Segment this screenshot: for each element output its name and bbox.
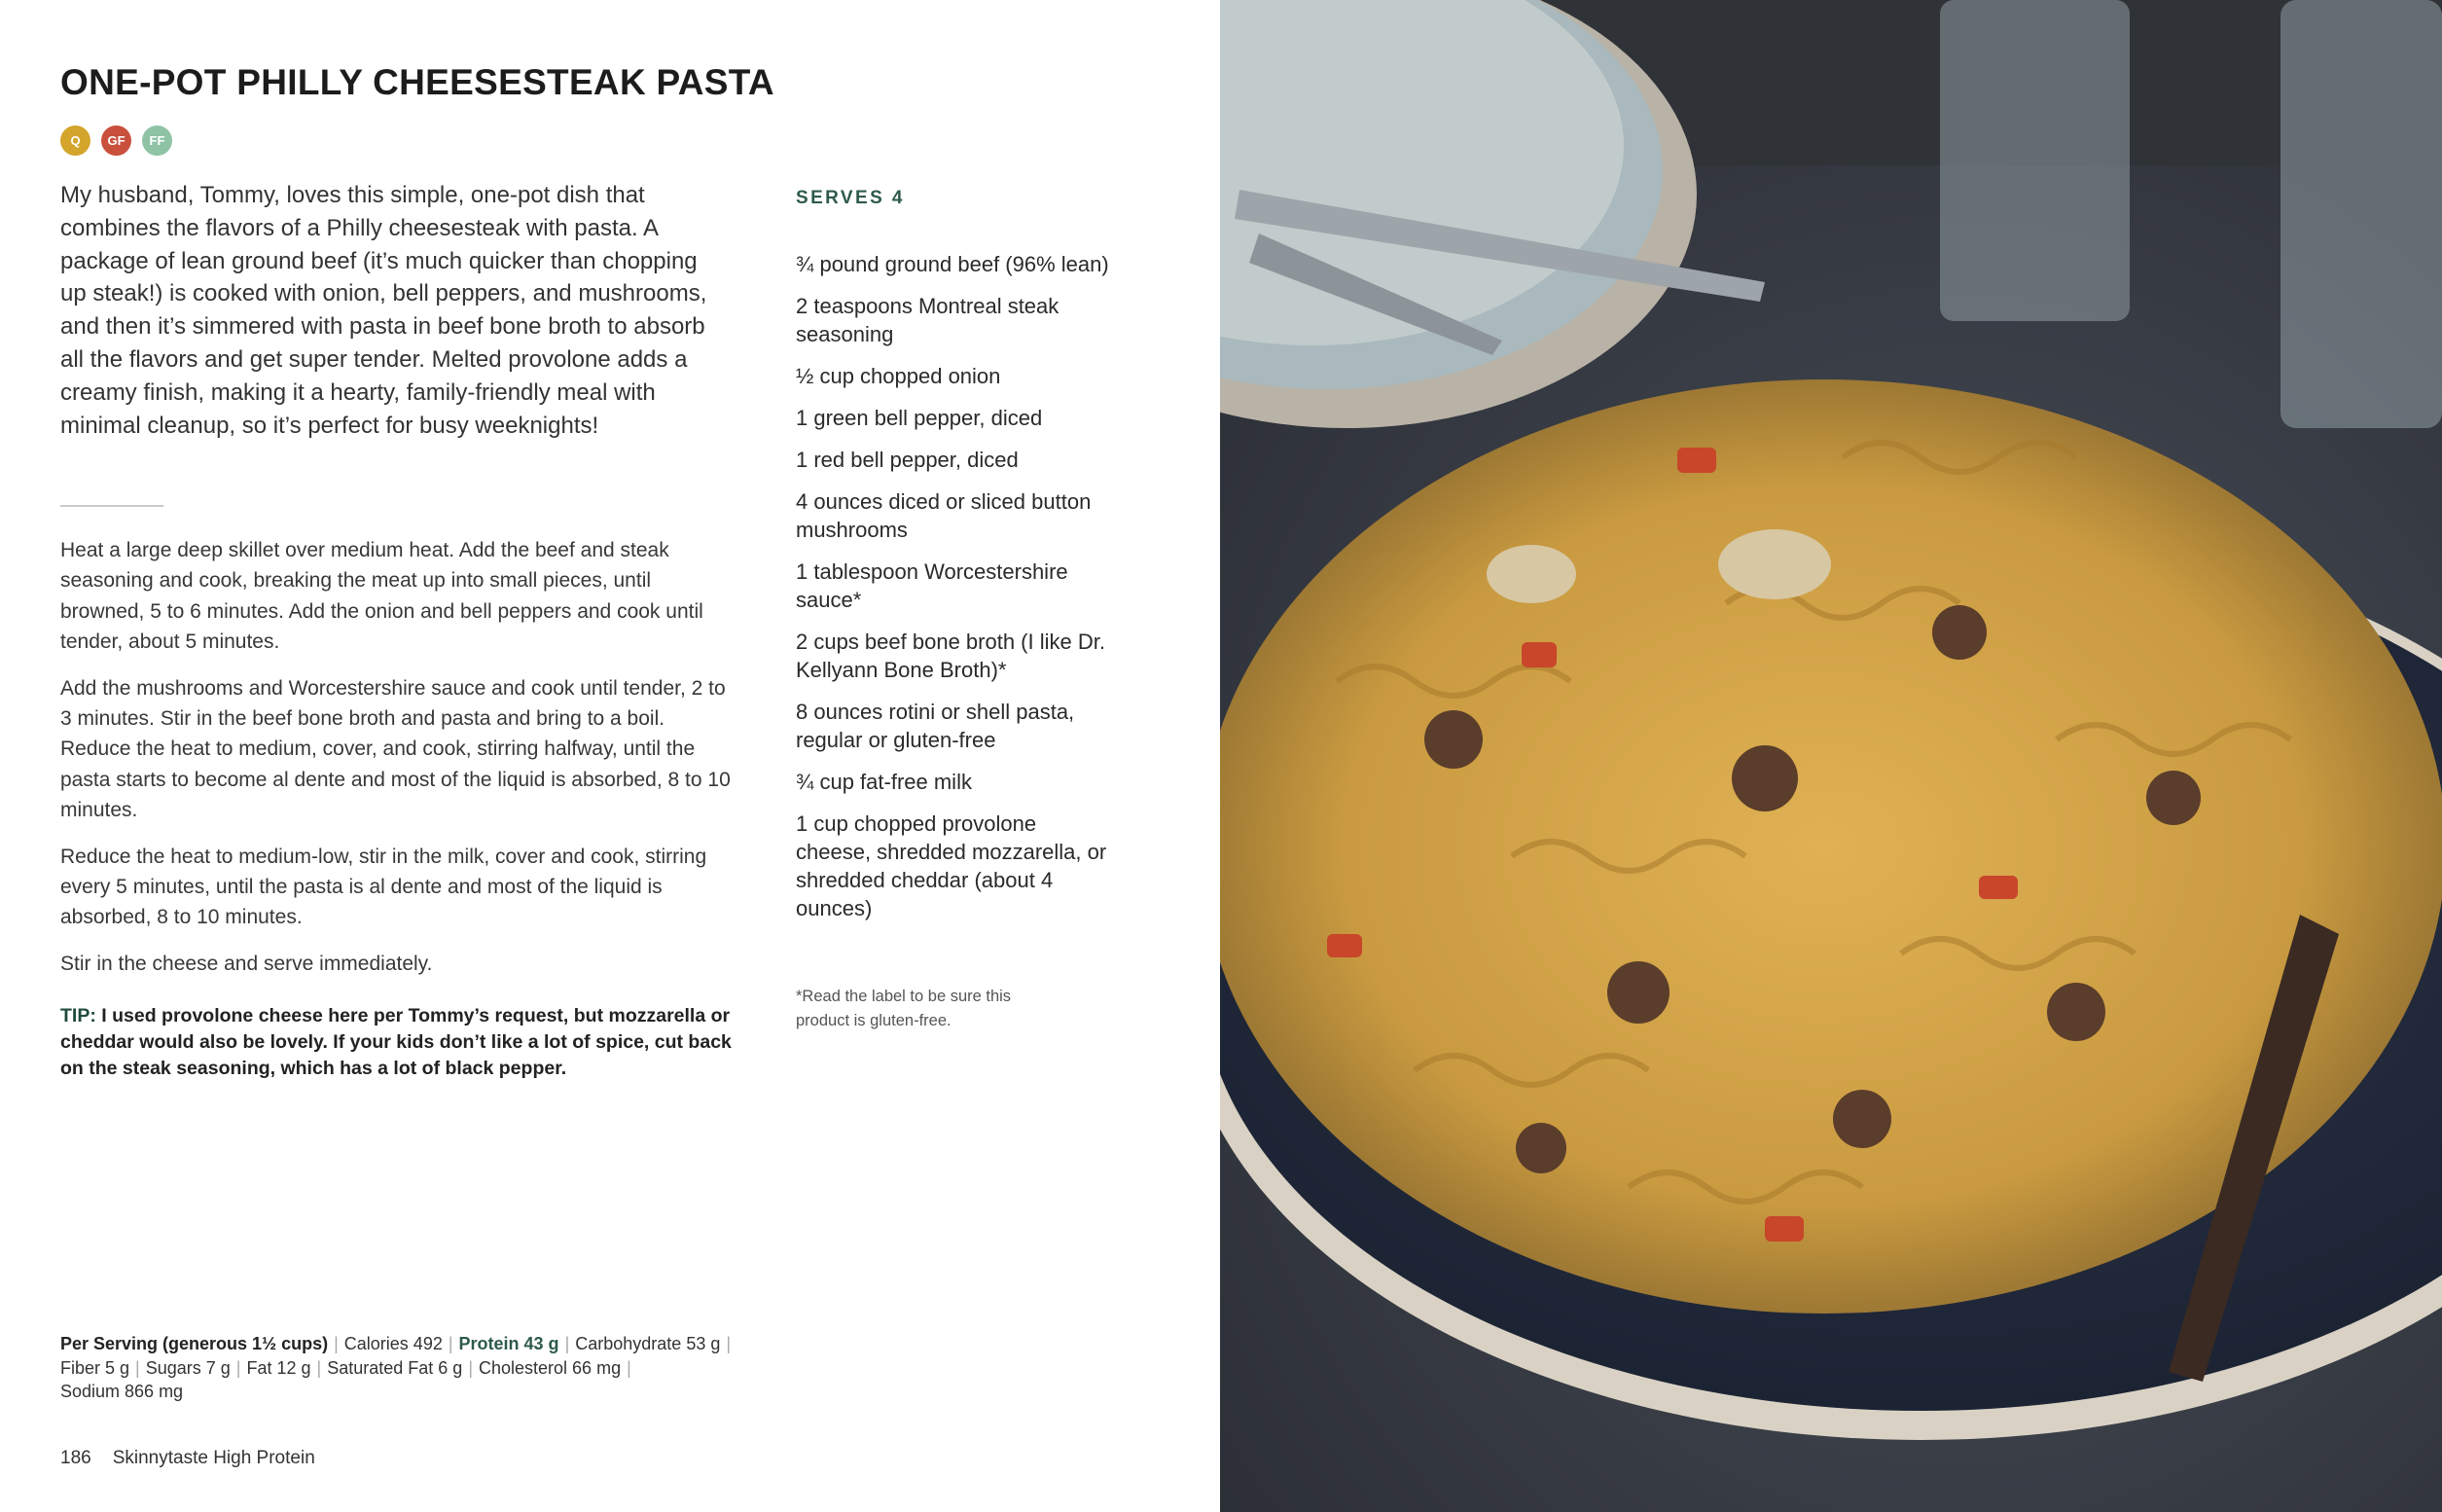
ingredient-item: 1 tablespoon Worcestershire sauce* [796,559,1068,612]
ingredient-item: 2 cups beef bone broth (I like Dr. Kellyann Bone Broth)* [796,630,1105,682]
nutrition-saturated-fat: Saturated Fat 6 g [327,1357,463,1378]
nutrition-sugars: Sugars 7 g [145,1357,231,1378]
ingredient-footnote: *Read the label to be sure this product is gluten-free. [796,988,1012,1029]
page-number: 186 [60,1448,91,1468]
nutrition-per-serving: Per Serving (generous 1½ cups) [60,1334,329,1353]
serves-label: SERVES 4 [796,188,905,208]
ingredient-item: 1 cup chopped provolone cheese, shredded mozzarella, or shredded cheddar (about 4 ounces) [796,811,1107,920]
nutrition-cholesterol: Cholesterol 66 mg [479,1357,622,1378]
diet-badges [60,126,172,156]
recipe-step: Add the mushrooms and Worcestershire sauce and cook until tender, 2 to 3 minutes. Stir in the beef bone broth and pasta and bring to a boil. Reduce the heat to medium, cover, and cook, stirring halfway, until the pasta starts to become al dente and most of the liquid is absorbed, 8 to 10 minutes. [60,676,731,822]
recipe-steps [60,535,732,994]
photo-glass-right [2280,0,2442,428]
tip-text: I used provolone cheese here per Tommy’s request, but mozzarella or cheddar would also be lovely. If your kids don’t like a lot of spice, cut back on the steak seasoning, which has a lot of black pepper. [60,1005,732,1079]
recipe-title: ONE-POT PHILLY CHEESESTEAK PASTA [60,62,774,102]
ingredient-item: ½ cup chopped onion [796,364,1001,388]
section-divider [60,505,163,507]
nutrition-carbohydrate: Carbohydrate 53 g [575,1334,721,1353]
badge-quick: Q [60,126,90,156]
recipe-step: Reduce the heat to medium-low, stir in the milk, cover and cook, stirring every 5 minutes, until the pasta is al dente and most of the liquid is absorbed, 8 to 10 minutes. [60,845,707,929]
recipe-step: Stir in the cheese and serve immediately. [60,952,433,975]
recipe-photo [1220,0,2442,1512]
recipe-page [0,0,1220,1512]
ingredient-item: ¾ pound ground beef (96% lean) [796,252,1109,276]
ingredient-item: 2 teaspoons Montreal steak seasoning [796,294,1059,346]
nutrition-facts: Per Serving (generous 1½ cups) | Calories 492 | Protein 43 g | Carbohydrate 53 g | Fiber 5 g | Sugars 7 g | Fat 12 g | Saturated Fat 6 g | Cholesterol 66 mg | Sodium 866 mg [60,1334,732,1401]
ingredient-item: 1 green bell pepper, diced [796,406,1043,430]
ingredient-list [796,250,1117,936]
ingredient-item: 8 ounces rotini or shell pasta, regular or gluten-free [796,700,1075,752]
nutrition-protein: Protein 43 g [458,1334,559,1353]
ingredient-item: 1 red bell pepper, diced [796,448,1019,472]
recipe-intro: My husband, Tommy, loves this simple, one-pot dish that combines the flavors of a Philly cheesesteak with pasta. A package of lean ground beef (it’s much quicker than chopping up steak!) is cooked with onion, bell peppers, and mushrooms, and then it’s simmered with pasta in beef bone broth to absorb all the flavors and get super tender. Melted provolone adds a creamy finish, making it a hearty, family-friendly meal with minimal cleanup, so it’s perfect for busy weeknights! [60,182,707,439]
nutrition-sodium: Sodium 866 mg [60,1382,184,1401]
badge-gluten-free: GF [101,126,131,156]
nutrition-calories: Calories 492 [343,1334,443,1353]
ingredient-item: 4 ounces diced or sliced button mushrooms [796,489,1092,542]
tip-label: TIP: [60,1005,96,1026]
nutrition-fiber: Fiber 5 g [60,1357,130,1378]
book-title: Skinnytaste High Protein [112,1448,315,1468]
ingredient-item: ¾ cup fat-free milk [796,770,972,794]
page-footer [60,1448,315,1469]
nutrition-fat: Fat 12 g [246,1357,311,1378]
badge-freezer-friendly: FF [142,126,172,156]
recipe-tip [60,1003,732,1082]
photo-glass-left [1940,0,2130,321]
recipe-step: Heat a large deep skillet over medium heat. Add the beef and steak seasoning and cook, breaking the meat up into small pieces, until browned, 5 to 6 minutes. Add the onion and bell peppers and cook until tender, about 5 minutes. [60,539,703,654]
